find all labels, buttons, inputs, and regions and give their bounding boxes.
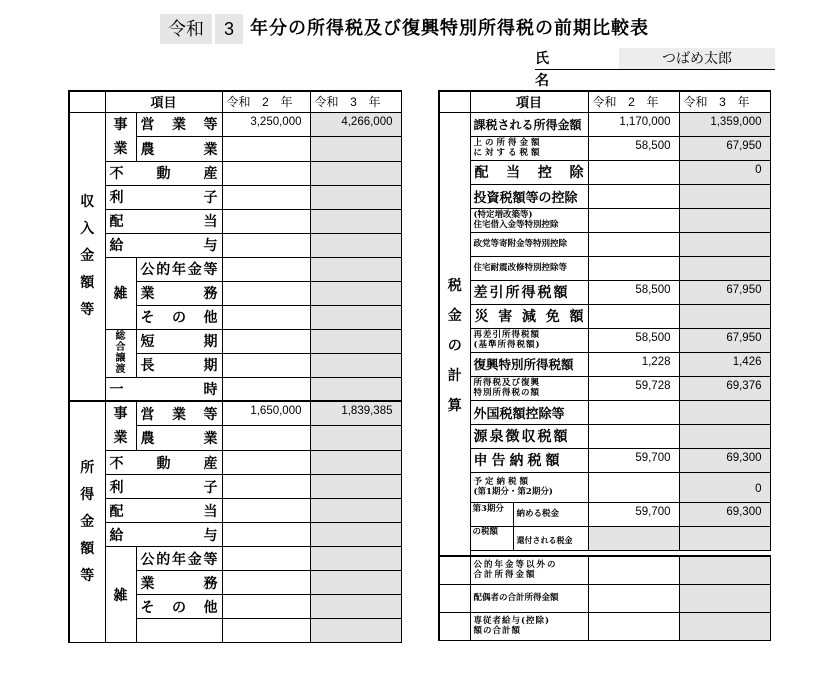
value-cell[interactable] [679,612,770,640]
group-char: 入 [80,220,95,237]
header-row [69,91,401,112]
row-label: 復興特別所得税額 [470,352,588,376]
table-row [439,376,770,400]
value-cell[interactable]: 58,500 [588,136,679,160]
header-prev-suffix: 年 [646,95,659,110]
table-row [439,256,770,280]
value-cell[interactable] [310,305,401,329]
row-label-line: 公的年金等以外の [473,560,558,571]
value-cell[interactable] [222,377,310,401]
row-label: 政党等寄附金等特別控除 [470,232,588,256]
value-cell[interactable]: 0 [679,160,770,184]
value-cell[interactable] [222,305,310,329]
value-cell[interactable]: 1,839,385 [310,401,401,426]
header-cur-year [679,91,770,112]
row-label-line: の税額 [472,526,499,537]
row-label-line: 住宅借入金等特別控除 [473,220,559,230]
row-label-line: 第3期分 [472,503,504,514]
value-cell[interactable] [222,426,310,451]
table-row [69,233,401,257]
dai3ki-cell [470,502,588,526]
table-row [69,112,401,137]
value-cell[interactable] [588,304,679,328]
era-field[interactable]: 令和 [160,14,212,44]
table-row [69,257,401,281]
group-char: 等 [80,301,95,318]
row-label: 長 期 [140,358,218,374]
group-char: 譲 [115,353,126,364]
value-cell[interactable]: 59,700 [588,448,679,472]
value-cell[interactable] [588,208,679,232]
value-cell[interactable] [679,256,770,280]
value-cell[interactable]: 69,300 [679,502,770,526]
income-group-label [69,112,105,401]
value-cell[interactable]: 59,728 [588,376,679,400]
value-cell[interactable] [588,256,679,280]
row-label: 業 務 [140,286,218,302]
title-text: 年分の所得税及び復興特別所得税の前期比較表 [250,18,649,39]
group-char: 事 [113,406,128,422]
row-label: 配 当 控 除 [474,165,584,181]
value-cell[interactable] [222,185,310,209]
value-cell[interactable] [588,556,679,584]
row-label: 源泉徴収税額 [470,424,588,448]
value-cell[interactable] [310,233,401,257]
value-cell[interactable] [588,160,679,184]
value-cell[interactable] [222,161,310,185]
table-row [439,304,770,328]
row-label-line: 上の所得金額 [473,138,543,148]
group-char: 計 [447,367,462,384]
value-cell[interactable] [222,619,310,643]
table-row [439,328,770,352]
table-row [69,475,401,499]
table-row [439,232,770,256]
value-cell[interactable] [588,612,679,640]
group-char: 等 [80,567,95,584]
row-label: 公 的 年 金 等 [140,262,218,278]
row-label [470,136,588,160]
group-char: 事 [113,116,128,133]
kanpu-cell [470,526,588,550]
income-comparison-table [68,90,402,643]
value-cell[interactable] [310,353,401,377]
table-row [69,329,401,353]
row-label: 配偶者の合計所得金額 [470,584,588,612]
value-cell[interactable]: 1,359,000 [679,112,770,136]
value-cell[interactable] [222,451,310,475]
value-cell[interactable]: 0 [679,472,770,502]
row-label-line: 額の合計額 [473,626,522,636]
value-cell[interactable]: 67,950 [679,328,770,352]
year-field[interactable]: 3 [215,14,243,44]
table-row [439,208,770,232]
row-label: 短 期 [140,334,218,350]
value-cell[interactable] [310,499,401,523]
value-cell[interactable] [222,571,310,595]
header-blank [439,91,470,112]
table-row [439,612,770,640]
value-cell[interactable]: 67,950 [679,280,770,304]
value-cell[interactable] [222,547,310,571]
row-label: 投資税額等の控除 [470,184,588,208]
page-bottom-edge [0,686,835,692]
row-label-line: (基準所得税額) [473,340,541,350]
table-row [69,185,401,209]
value-cell[interactable] [222,137,310,162]
blank-cell [439,584,470,612]
table-row [439,526,770,550]
zatsu-label: 雑 [105,547,136,643]
value-cell[interactable]: 1,170,000 [588,112,679,136]
table-row [439,400,770,424]
row-label: 還付される税金 [516,534,573,545]
value-cell[interactable] [310,571,401,595]
header-prev-year-num: 2 [628,95,635,110]
business-label [105,401,136,451]
value-cell[interactable]: 58,500 [588,280,679,304]
row-label-line: 再差引所得税額 [473,330,541,340]
value-cell[interactable] [222,209,310,233]
value-cell[interactable]: 1,228 [588,352,679,376]
row-label: 住宅耐震改修特別控除等 [470,256,588,280]
row-label: 課税される所得金額 [470,112,588,136]
name-label-underline [535,69,619,70]
group-char: 額 [80,274,95,291]
row-label: 業 務 [140,575,218,592]
header-cur-suffix: 年 [737,95,750,110]
value-cell[interactable] [679,424,770,448]
value-cell[interactable]: 58,500 [588,328,679,352]
header-prev-era: 令和 [226,95,251,110]
value-cell[interactable] [310,137,401,162]
row-label: 営 業 等 [140,117,218,134]
row-label: 利 子 [109,190,218,206]
value-cell[interactable] [222,499,310,523]
row-label [470,208,588,232]
value-cell[interactable] [310,475,401,499]
value-cell[interactable] [222,233,310,257]
header-prev-suffix: 年 [280,95,293,110]
group-char: 所 [80,459,95,476]
value-cell[interactable] [222,475,310,499]
value-cell[interactable]: 69,300 [679,448,770,472]
header-cur-year-num: 3 [350,95,357,110]
value-cell[interactable] [679,184,770,208]
table-row [69,547,401,571]
row-label-line: に対する税額 [473,148,543,158]
value-cell[interactable] [222,281,310,305]
header-row [439,91,770,112]
value-cell[interactable] [222,353,310,377]
group-char: の [447,337,462,354]
name-label: 氏名 [535,51,563,89]
row-label: 給 与 [109,238,218,254]
row-label [470,328,588,352]
page-title [0,8,835,44]
group-char: 額 [80,540,95,557]
value-cell[interactable] [679,526,770,550]
value-cell[interactable] [310,185,401,209]
header-prev-year [588,91,679,112]
group-char: 税 [447,277,462,294]
table-row [439,136,770,160]
dai3ki-label [471,503,514,526]
table-row [439,424,770,448]
value-cell[interactable] [310,209,401,233]
header-blank [69,91,105,112]
row-label: 配 当 [109,503,218,520]
value-cell[interactable]: 67,950 [679,136,770,160]
value-cell[interactable] [679,584,770,612]
row-label: 公 的 年 金 等 [140,551,218,568]
value-cell[interactable] [310,161,401,185]
value-cell[interactable]: 69,376 [679,376,770,400]
header-cur-year [310,91,401,112]
name-row [535,48,775,89]
row-label: 一 時 [109,381,218,398]
table-row [439,472,770,502]
row-label-line: (特定増改築等) [473,210,533,220]
value-cell[interactable] [679,208,770,232]
value-cell[interactable] [310,257,401,281]
value-cell[interactable] [588,472,679,502]
value-cell[interactable]: 59,700 [588,502,679,526]
table-row [439,112,770,136]
value-cell[interactable]: 1,426 [679,352,770,376]
value-cell[interactable] [222,595,310,619]
name-field[interactable]: つばめ太郎 [619,48,775,70]
table-row [69,401,401,426]
value-cell[interactable] [310,523,401,547]
row-label [470,612,588,640]
row-label: 利 子 [109,479,218,496]
row-label: 申告納税額 [470,448,588,472]
row-label [470,556,588,584]
header-prev-year-num: 2 [262,95,269,110]
group-char: 金 [80,513,95,530]
blank-cell [439,556,470,584]
table-row [439,556,770,584]
table-row [69,377,401,401]
value-cell[interactable] [310,547,401,571]
value-cell[interactable] [679,232,770,256]
table-row [439,584,770,612]
row-label: そ の 他 [140,310,218,326]
group-char: 総 [115,331,126,342]
value-cell[interactable] [679,304,770,328]
value-cell[interactable] [679,400,770,424]
group-char: 算 [447,397,462,414]
header-item: 項目 [105,91,222,112]
group-char: 合 [115,342,126,353]
tax-calculation-table [438,90,771,641]
row-label-line: 専従者給与(控除) [473,616,551,626]
table-row [439,352,770,376]
value-cell[interactable] [222,523,310,547]
row-label-line: 特別所得税の額 [473,388,541,398]
table-row [439,502,770,526]
header-prev-era: 令和 [592,95,617,110]
row-label: 給 与 [109,527,218,544]
header-cur-suffix: 年 [368,95,381,110]
row-label-line: 予定納税額 [473,477,532,487]
table-row [69,499,401,523]
row-label: そ の 他 [140,599,218,616]
value-cell[interactable]: 1,650,000 [222,401,310,426]
dai3ki-label-2 [471,527,514,550]
table-row [69,523,401,547]
row-label: 不 動 産 [109,166,218,182]
header-cur-year-num: 3 [719,95,726,110]
header-cur-era: 令和 [314,95,339,110]
shotoku-group-label [69,401,105,643]
value-cell[interactable] [588,232,679,256]
value-cell[interactable] [222,257,310,281]
row-label: 配 当 [109,214,218,230]
value-cell[interactable] [310,595,401,619]
business-label [105,112,136,161]
row-label: 営 業 等 [140,406,218,423]
value-cell[interactable] [679,556,770,584]
transfer-label [105,329,136,377]
row-label: 差引所得税額 [470,280,588,304]
header-item: 項目 [470,91,588,112]
table-row [69,161,401,185]
row-label: 不 動 産 [109,455,218,472]
row-label: 農 業 [140,141,218,158]
row-label [470,376,588,400]
group-char: 得 [80,486,95,503]
row-label: 災 害 減 免 額 [474,309,584,325]
table-row [69,451,401,475]
value-cell[interactable] [588,424,679,448]
row-label [470,472,588,502]
row-label: 農 業 [140,431,218,448]
table-row [439,280,770,304]
group-char: 金 [80,247,95,264]
value-cell[interactable] [310,377,401,401]
value-cell[interactable] [588,184,679,208]
group-char: 金 [447,307,462,324]
tax-group-label [439,112,470,556]
value-cell[interactable]: 4,266,000 [310,112,401,137]
group-char: 業 [113,430,128,446]
group-char: 収 [80,193,95,210]
value-cell[interactable] [588,526,679,550]
table-row [439,184,770,208]
value-cell[interactable] [222,329,310,353]
row-label: 外国税額控除等 [470,400,588,424]
value-cell[interactable] [310,281,401,305]
table-row [439,448,770,472]
header-cur-era: 令和 [683,95,708,110]
value-cell[interactable] [588,400,679,424]
row-label-line: 合計所得金額 [473,570,537,581]
row-label: 納める税金 [516,508,560,519]
value-cell[interactable] [588,584,679,612]
row-label-line: (第1期分・第2期分) [473,487,553,497]
value-cell[interactable] [310,329,401,353]
zatsu-label: 雑 [105,257,136,329]
blank-cell [439,612,470,640]
value-cell[interactable] [310,451,401,475]
group-char: 渡 [115,364,126,375]
group-char: 業 [113,140,128,157]
value-cell[interactable]: 3,250,000 [222,112,310,137]
header-prev-year [222,91,310,112]
table-row [439,160,770,184]
value-cell[interactable] [310,426,401,451]
row-label-line: 所得税及び復興 [473,378,541,388]
value-cell[interactable] [310,619,401,643]
table-row [69,209,401,233]
